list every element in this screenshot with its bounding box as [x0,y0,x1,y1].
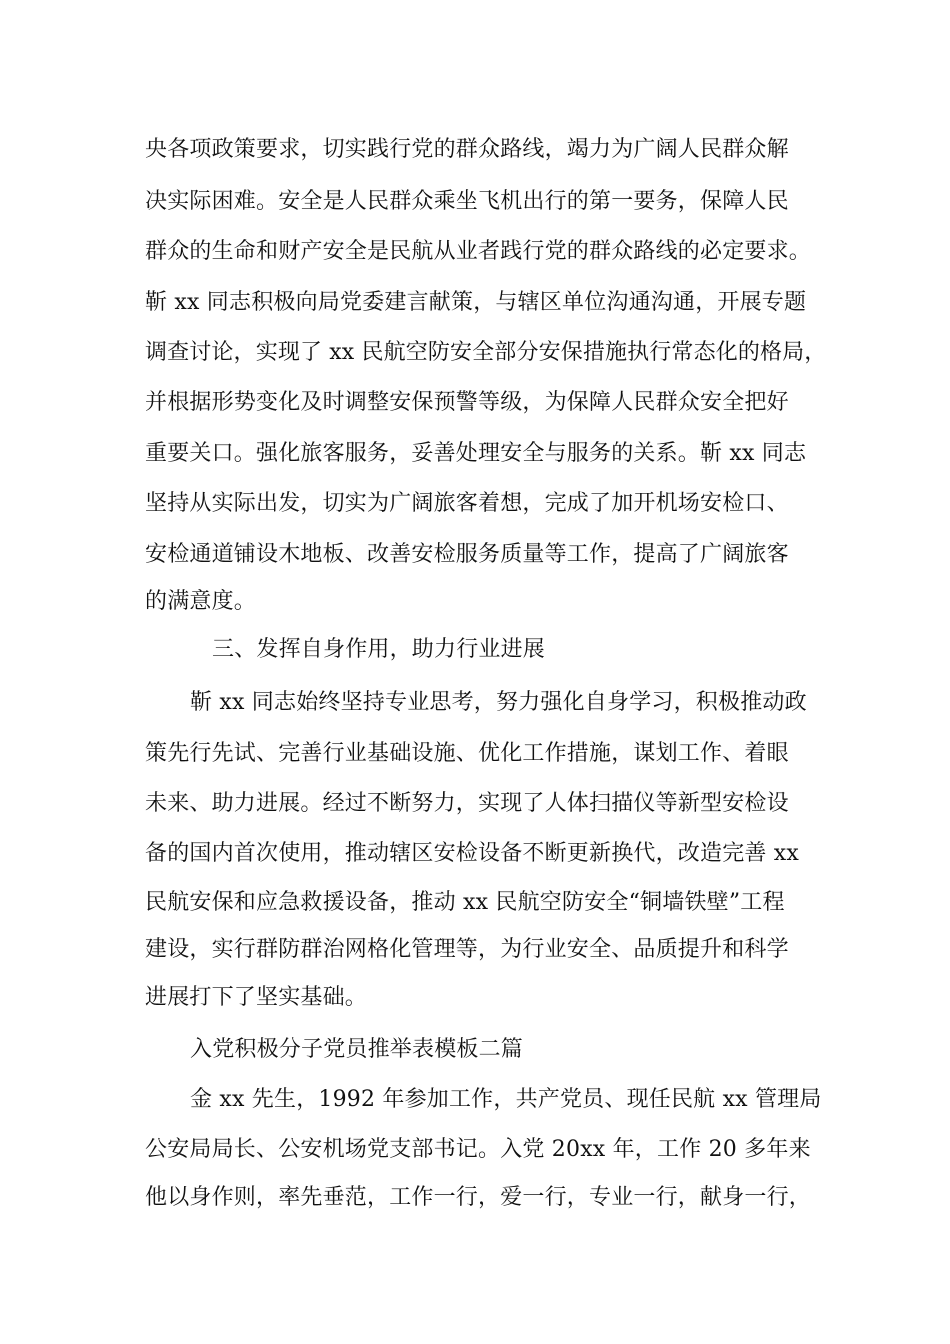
paragraph-line: 坚持从实际出发，切实为广阔旅客着想，完成了加开机场安检口、 [145,491,789,516]
paragraph-line: 决实际困难。安全是人民群众乘坐飞机出行的第一要务，保障人民 [145,189,789,214]
paragraph-line: 民航安保和应急救援设备，推动 xx 民航空防安全“铜墙铁壁”工程 [145,890,785,915]
paragraph-line: 靳 xx 同志积极向局党委建言献策，与辖区单位沟通沟通，开展专题 [145,290,807,315]
paragraph-line: 备的国内首次使用，推动辖区安检设备不断更新换代，改造完善 xx [145,841,800,866]
paragraph-line: 重要关口。强化旅客服务，妥善处理安全与服务的关系。靳 xx 同志 [145,441,807,466]
paragraph-line: 金 xx 先生，1992 年参加工作，共产党员、现任民航 xx 管理局 [190,1087,822,1112]
paragraph-line: 公安局局长、公安机场党支部书记。入党 20xx 年，工作 20 多年来 [145,1137,811,1162]
section-heading: 三、发挥自身作用，助力行业进展 [212,637,546,662]
paragraph-line: 未来、助力进展。经过不断努力，实现了人体扫描仪等新型安检设 [145,791,789,816]
paragraph-line: 的满意度。 [145,589,257,614]
section-title: 入党积极分子党员推举表模板二篇 [190,1037,524,1062]
paragraph-line: 进展打下了坚实基础。 [145,985,368,1010]
paragraph-line: 策先行先试、完善行业基础设施、优化工作措施，谋划工作、着眼 [145,741,789,766]
paragraph-line: 并根据形势变化及时调整安保预警等级，为保障人民群众安全把好 [145,390,789,415]
paragraph-line: 靳 xx 同志始终坚持专业思考，努力强化自身学习，积极推动政 [190,690,807,715]
paragraph-line: 建设，实行群防群治网格化管理等，为行业安全、品质提升和科学 [145,937,789,962]
paragraph-line: 他以身作则，率先垂范，工作一行，爱一行，专业一行，献身一行， [145,1185,812,1210]
paragraph-line: 央各项政策要求，切实践行党的群众路线，竭力为广阔人民群众解 [145,137,789,162]
paragraph-line: 安检通道铺设木地板、改善安检服务质量等工作，提高了广阔旅客 [145,542,789,567]
paragraph-line: 调查讨论，实现了 xx 民航空防安全部分安保措施执行常态化的格局， [145,340,827,365]
paragraph-line: 群众的生命和财产安全是民航从业者践行党的群众路线的必定要求。 [145,239,812,264]
